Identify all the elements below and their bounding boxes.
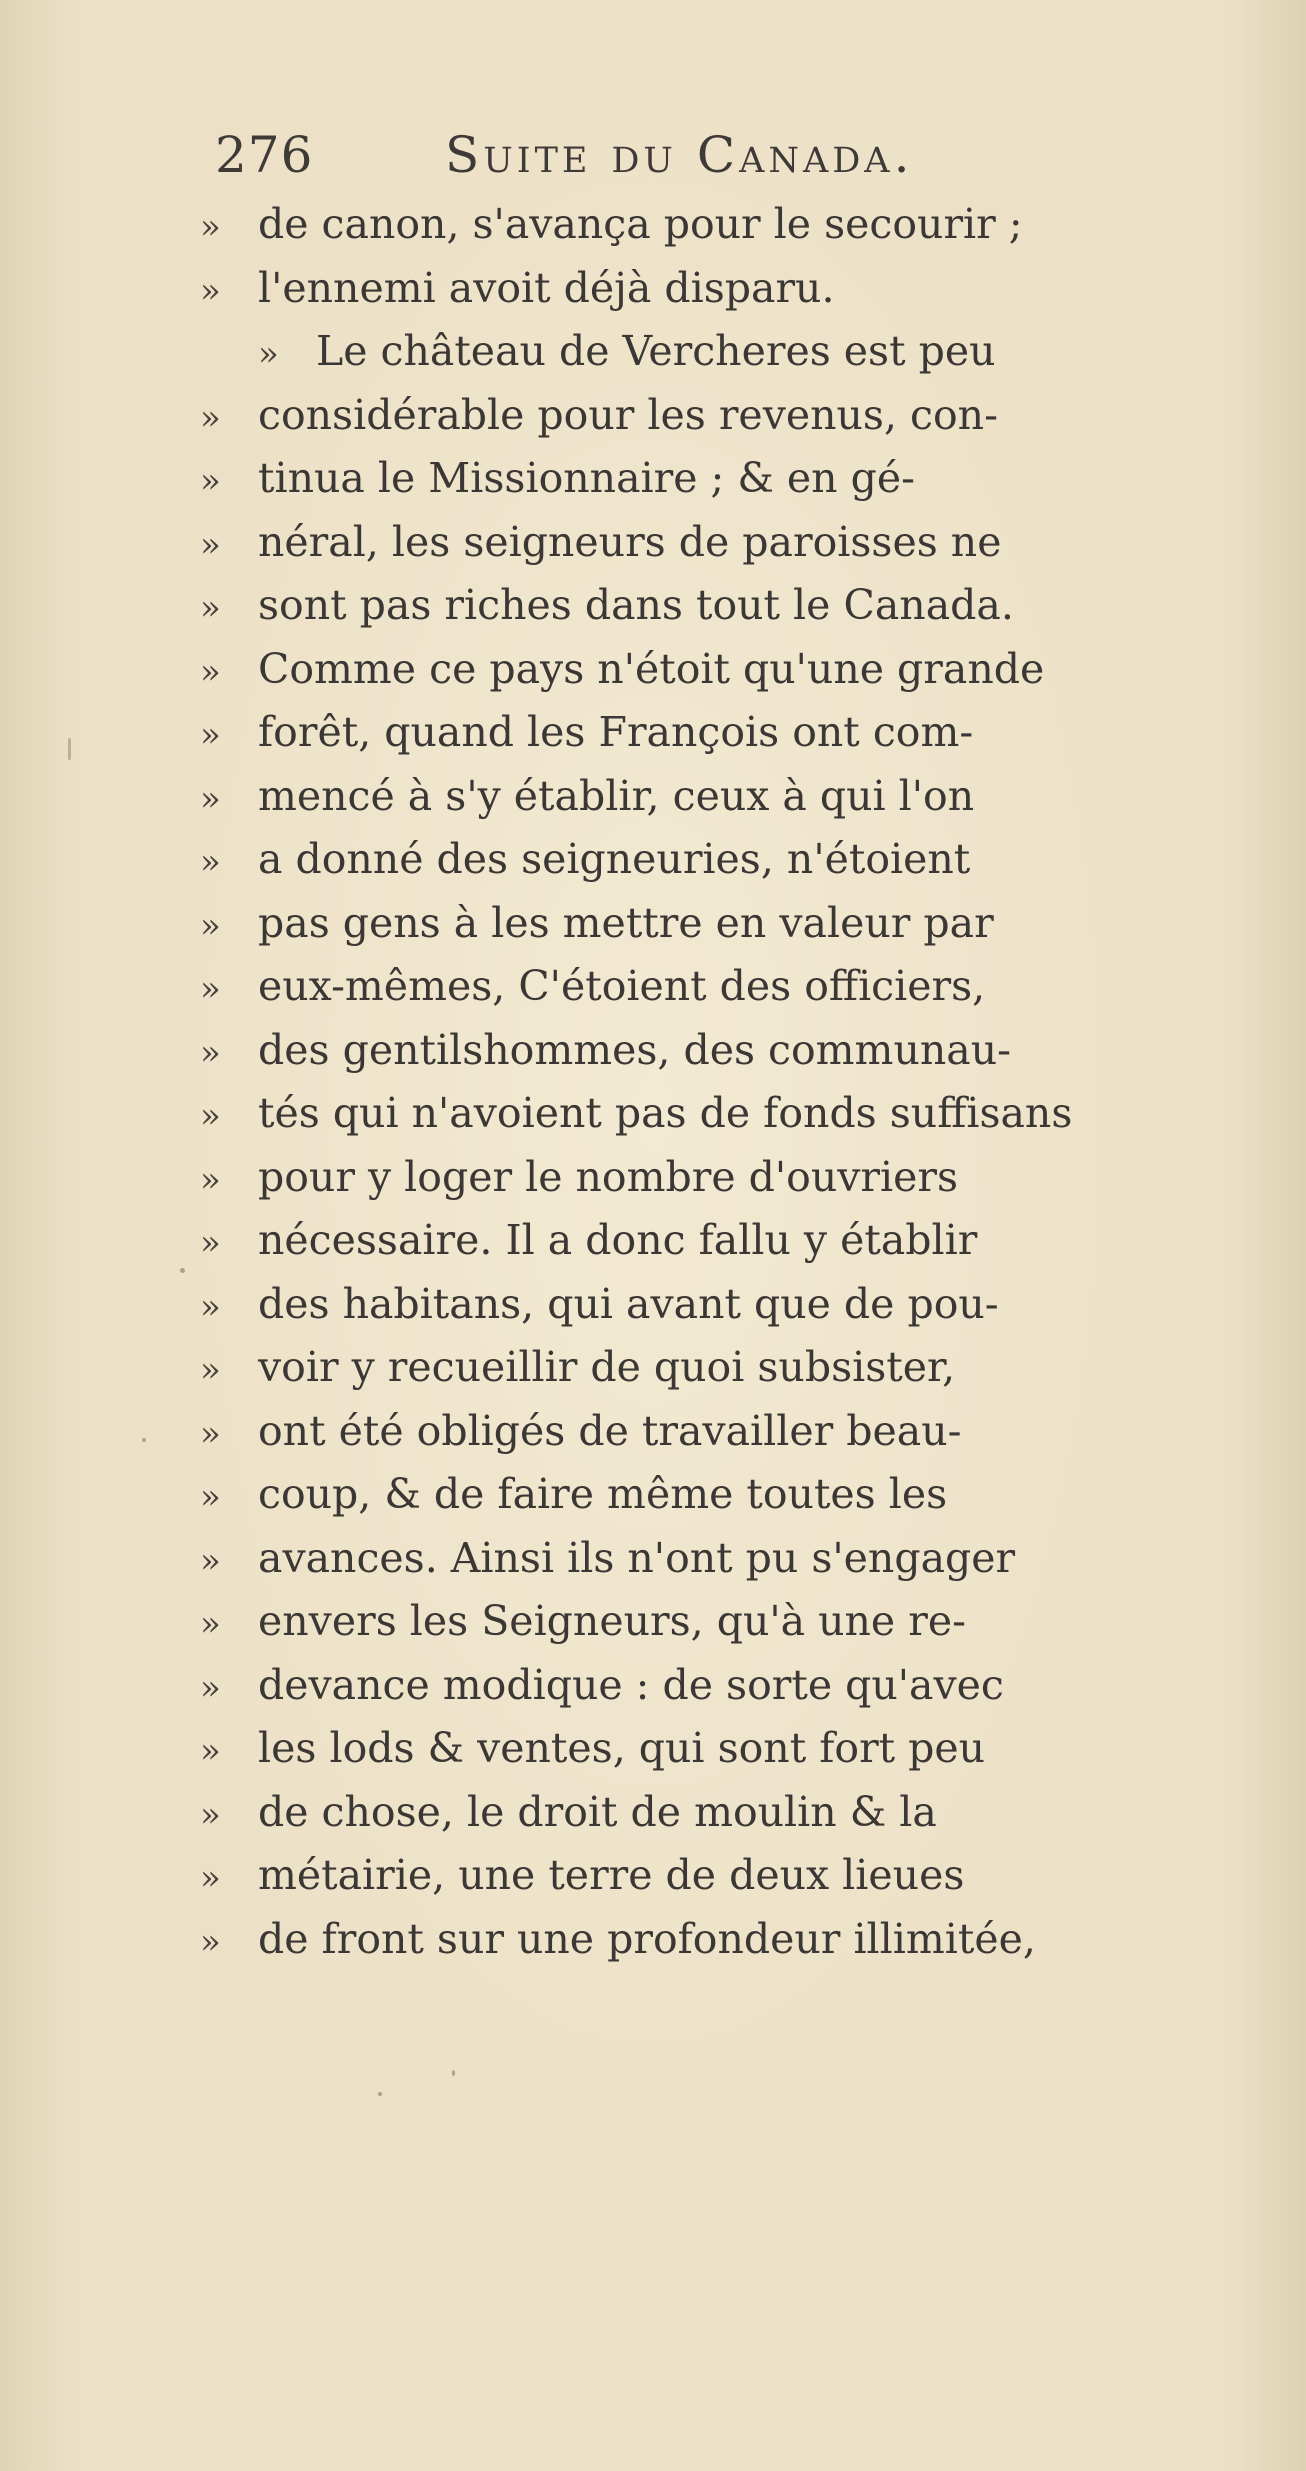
text-line: » voir y recueillir de quoi subsister,	[200, 1343, 956, 1391]
text-line: » tés qui n'avoient pas de fonds suffisans	[200, 1089, 1073, 1137]
running-title: Suite du Canada.	[445, 126, 914, 184]
text-line: » pour y loger le nombre d'ouvriers	[200, 1152, 959, 1201]
text-line: » envers les Seigneurs, qu'à une re-	[200, 1597, 966, 1645]
text-line: » a donné des seigneuries, n'étoient	[200, 835, 971, 883]
text-line: » Le château de Vercheres est peu	[258, 327, 996, 375]
text-line: » sont pas riches dans tout le Canada.	[200, 581, 1014, 629]
text-line: » métairie, une terre de deux lieues	[200, 1851, 965, 1899]
paper-speck	[142, 1438, 146, 1442]
text-line: » des habitans, qui avant que de pou-	[200, 1279, 999, 1328]
text-line: » des gentilshommes, des communau-	[200, 1025, 1011, 1074]
text-line: » les lods & ventes, qui sont fort peu	[200, 1724, 986, 1772]
text-line: » l'ennemi avoit déjà disparu.	[200, 263, 835, 312]
text-line: » eux-mêmes, C'étoient des officiers,	[200, 962, 986, 1010]
text-line: » forêt, quand les François ont com-	[200, 708, 974, 756]
page-number: 276	[215, 126, 314, 184]
text-line: » considérable pour les revenus, con-	[200, 390, 998, 439]
page-header	[215, 118, 1045, 192]
text-line: » ont été obligés de travailler beau-	[200, 1406, 962, 1455]
text-line: » mencé à s'y établir, ceux à qui l'on	[200, 771, 975, 820]
text-line: » avances. Ainsi ils n'ont pu s'engager	[200, 1533, 1016, 1582]
text-line: » de canon, s'avança pour le secourir ;	[200, 200, 1023, 248]
text-line: » tinua le Missionnaire ; & en gé-	[200, 454, 915, 502]
text-line: » Comme ce pays n'étoit qu'une grande	[200, 644, 1045, 693]
paper-speck	[452, 2070, 455, 2076]
text-line: » de front sur une profondeur illimitée,	[200, 1914, 1036, 1963]
text-line: » nécessaire. Il a donc fallu y établir	[200, 1216, 978, 1264]
text-line: » coup, & de faire même toutes les	[200, 1470, 948, 1518]
text-line: » de chose, le droit de moulin & la	[200, 1787, 937, 1836]
text-line: » pas gens à les mettre en valeur par	[200, 898, 994, 947]
body-text	[200, 193, 1260, 1971]
paper-speck	[378, 2092, 382, 2096]
text-line: » néral, les seigneurs de paroisses ne	[200, 517, 1002, 566]
paper-speck	[68, 738, 71, 760]
paper-speck	[180, 1268, 185, 1273]
text-line: » devance modique : de sorte qu'avec	[200, 1660, 1004, 1709]
